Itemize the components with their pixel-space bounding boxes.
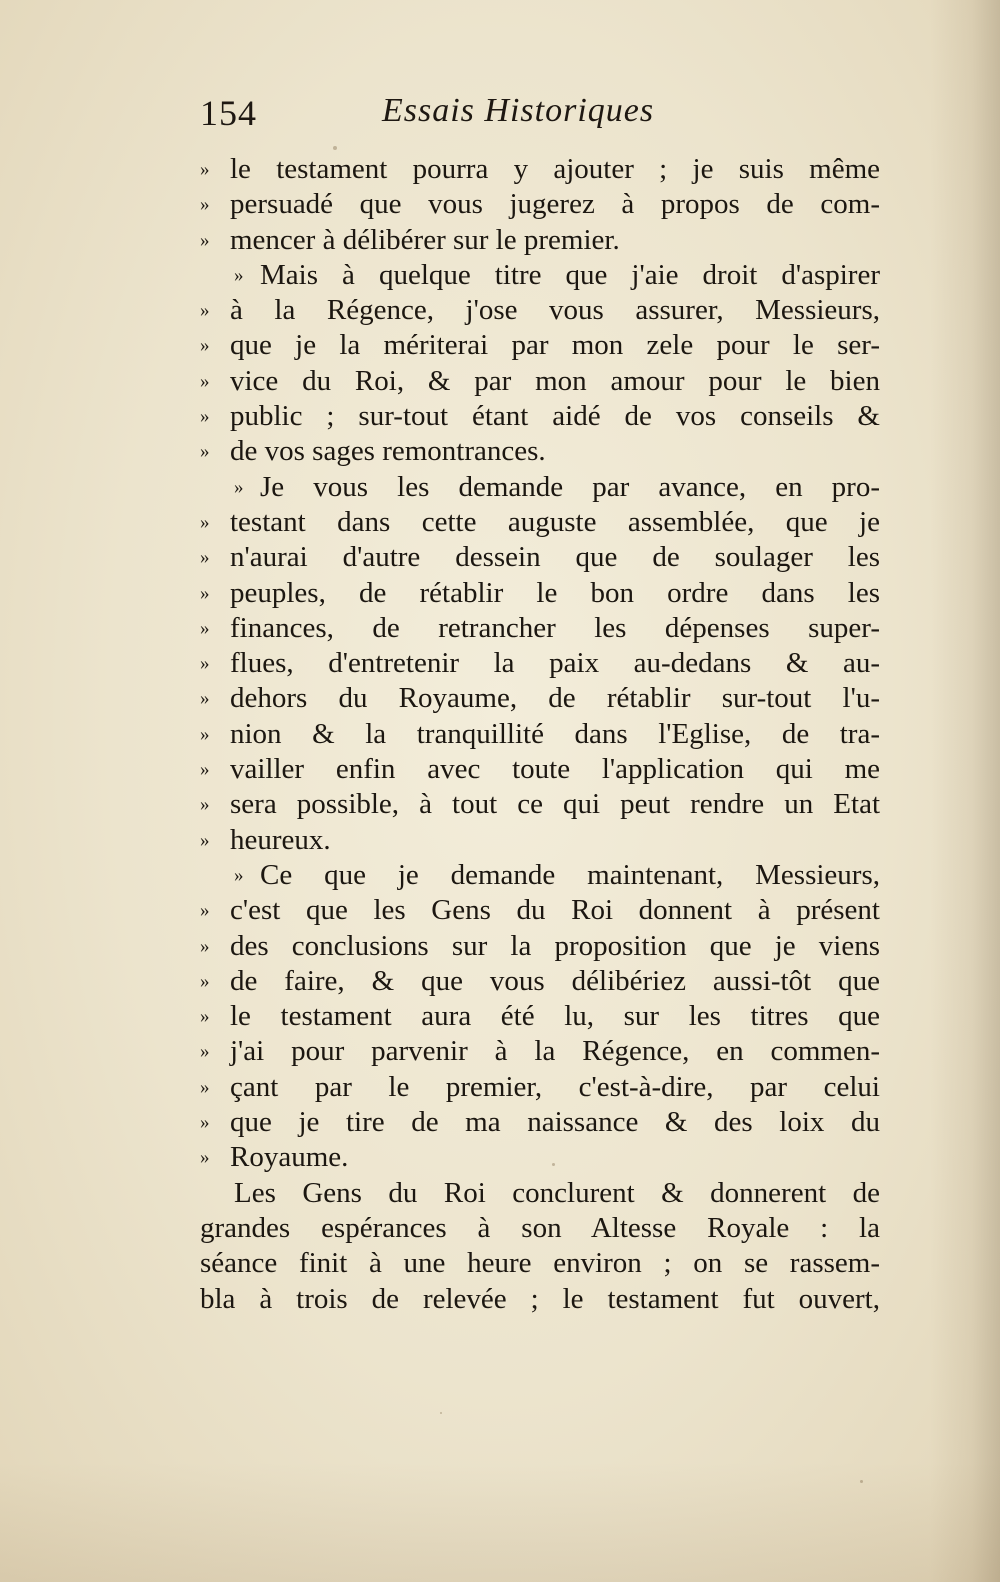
line-text: flues, d'entretenir la paix au-dedans & au- <box>230 647 880 680</box>
quote-mark: » <box>200 935 210 957</box>
quote-mark: » <box>200 582 210 604</box>
line-text: Les Gens du Roi conclurent & donnerent de <box>234 1176 880 1209</box>
text-line <box>200 399 880 434</box>
text-line <box>200 752 880 787</box>
quote-mark: » <box>200 229 210 251</box>
quote-mark: » <box>200 970 210 992</box>
quote-mark: » <box>200 406 210 428</box>
quote-mark: » <box>200 335 210 357</box>
line-text: Royaume. <box>230 1141 349 1174</box>
line-text: nion & la tranquillité dans l'Eglise, de tra- <box>230 717 880 750</box>
page-header <box>200 92 880 144</box>
quote-mark: » <box>234 864 244 886</box>
text-line <box>200 681 880 716</box>
quote-mark: » <box>200 759 210 781</box>
line-text: sera possible, à tout ce qui peut rendre un Etat <box>230 788 880 821</box>
line-text: des conclusions sur la proposition que je viens <box>230 929 880 962</box>
line-text: Je vous les demande par avance, en pro- <box>260 470 880 503</box>
quote-mark: » <box>200 794 210 816</box>
text-line <box>200 576 880 611</box>
text-line <box>200 858 880 893</box>
quote-mark: » <box>200 370 210 392</box>
text-line <box>200 328 880 363</box>
quote-mark: » <box>200 723 210 745</box>
text-line <box>200 223 880 258</box>
line-text: que je tire de ma naissance & des loix du <box>230 1106 880 1139</box>
quote-mark: » <box>200 511 210 533</box>
line-text: Ce que je demande maintenant, Messieurs, <box>260 858 880 891</box>
line-text: vice du Roi, & par mon amour pour le bien <box>230 364 880 397</box>
quote-mark: » <box>200 159 210 180</box>
text-line <box>200 434 880 469</box>
quote-mark: » <box>200 300 210 322</box>
line-text: çant par le premier, c'est-à-dire, par celui <box>230 1070 880 1103</box>
text-line <box>200 1140 880 1175</box>
running-title: Essais Historiques <box>382 92 655 129</box>
line-text: le testament aura été lu, sur les titres que <box>230 1000 880 1033</box>
quote-mark: » <box>200 1006 210 1028</box>
paper-speck <box>860 1480 863 1483</box>
text-line <box>200 152 880 187</box>
text-line <box>200 929 880 964</box>
text-line <box>200 1246 880 1281</box>
line-text: finances, de retrancher les dépenses super- <box>230 611 880 644</box>
line-text: Mais à quelque titre que j'aie droit d'aspirer <box>260 258 880 291</box>
page-number: 154 <box>200 93 257 133</box>
paper-speck <box>552 1163 555 1166</box>
quote-mark: » <box>200 1112 210 1134</box>
text-line <box>200 611 880 646</box>
text-line <box>200 1070 880 1105</box>
line-text: testant dans cette auguste assemblée, que je <box>230 505 880 538</box>
quote-mark: » <box>200 653 210 675</box>
quote-mark: » <box>200 1076 210 1098</box>
text-line <box>200 999 880 1034</box>
quote-mark: » <box>200 441 210 463</box>
line-text: dehors du Royaume, de rétablir sur-tout l'u- <box>230 682 880 715</box>
quote-mark: » <box>200 1147 210 1169</box>
text-line <box>200 540 880 575</box>
text-line <box>200 293 880 328</box>
quote-mark: » <box>200 194 210 216</box>
text-line <box>200 364 880 399</box>
text-line <box>200 823 880 858</box>
quote-mark: » <box>200 617 210 639</box>
line-text: public ; sur-tout étant aidé de vos conseils & <box>230 400 880 433</box>
line-text: grandes espérances à son Altesse Royale : la <box>200 1211 880 1244</box>
line-text: heureux. <box>230 823 331 856</box>
line-text: de vos sages remontrances. <box>230 435 546 468</box>
page-bottom-shade <box>0 1462 1000 1582</box>
line-text: le testament pourra y ajouter ; je suis même <box>230 153 880 185</box>
line-text: vailler enfin avec toute l'application qui me <box>230 753 880 786</box>
line-text: c'est que les Gens du Roi donnent à présent <box>230 894 880 927</box>
text-line <box>200 1211 880 1246</box>
line-text: bla à trois de relevée ; le testament fut ouvert, <box>200 1282 880 1315</box>
text-line <box>200 1105 880 1140</box>
text-line <box>200 505 880 540</box>
quote-mark: » <box>234 476 244 498</box>
text-line <box>200 187 880 222</box>
line-text: j'ai pour parvenir à la Régence, en commen- <box>230 1035 880 1068</box>
text-line <box>200 1176 880 1211</box>
line-text: n'aurai d'autre dessein que de soulager les <box>230 541 880 574</box>
line-text: que je la mériterai par mon zele pour le ser- <box>230 329 880 362</box>
paper-speck <box>333 146 337 150</box>
quote-mark: » <box>200 829 210 851</box>
line-text: séance finit à une heure environ ; on se rassem- <box>200 1247 880 1280</box>
quote-mark: » <box>200 1041 210 1063</box>
quote-mark: » <box>200 547 210 569</box>
text-line <box>200 717 880 752</box>
quote-mark: » <box>200 688 210 710</box>
text-line <box>200 646 880 681</box>
text-line <box>200 1034 880 1069</box>
text-line <box>200 1282 880 1317</box>
line-text: de faire, & que vous délibériez aussi-tôt que <box>230 964 880 997</box>
line-text: peuples, de rétablir le bon ordre dans les <box>230 576 880 609</box>
line-text: mencer à délibérer sur le premier. <box>230 223 620 256</box>
quote-mark: » <box>200 900 210 922</box>
text-line <box>200 258 880 293</box>
paper-speck <box>440 1412 442 1414</box>
text-line <box>200 964 880 999</box>
text-line <box>200 470 880 505</box>
text-line <box>200 893 880 928</box>
page-edge-shadow <box>930 0 1000 1582</box>
quote-mark: » <box>234 264 244 286</box>
line-text: persuadé que vous jugerez à propos de com- <box>230 188 880 221</box>
body-text <box>200 152 880 1317</box>
line-text: à la Régence, j'ose vous assurer, Messieurs, <box>230 294 880 327</box>
text-line <box>200 787 880 822</box>
